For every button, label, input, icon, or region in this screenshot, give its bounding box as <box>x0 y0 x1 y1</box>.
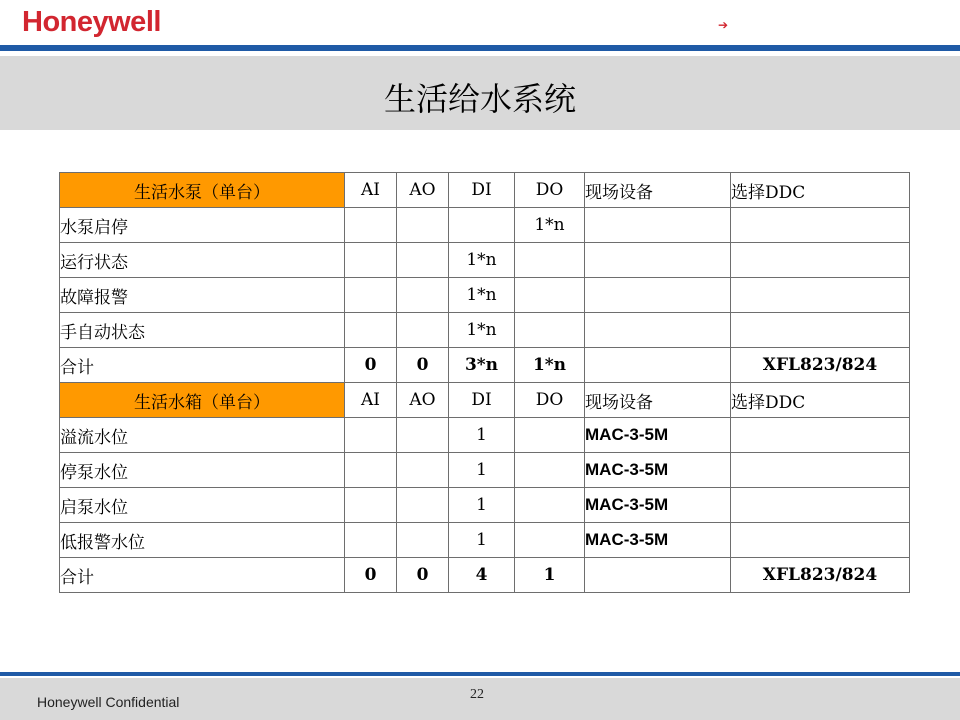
ao-value <box>397 243 449 278</box>
table-row <box>60 523 910 558</box>
confidential-label: Honeywell Confidential <box>37 694 180 710</box>
slide-title: 生活给水系统 <box>383 80 576 118</box>
ai-value <box>345 488 397 523</box>
di-total: 4 <box>449 558 515 593</box>
table-row <box>60 418 910 453</box>
header-rule <box>0 45 960 51</box>
io-point-table <box>59 172 910 593</box>
section-header-row <box>60 173 910 208</box>
field-device <box>585 313 731 348</box>
do-value <box>515 243 585 278</box>
table-row <box>60 453 910 488</box>
field-device: MAC-3-5M <box>585 453 731 488</box>
point-name: 停泵水位 <box>60 453 345 488</box>
column-header: AI <box>345 173 397 208</box>
ai-value <box>345 418 397 453</box>
ai-total: 0 <box>345 558 397 593</box>
ai-total: 0 <box>345 348 397 383</box>
column-header: AI <box>345 383 397 418</box>
ai-value <box>345 208 397 243</box>
ddc-value <box>731 418 910 453</box>
ddc-value <box>731 278 910 313</box>
ai-value <box>345 243 397 278</box>
di-value: 1 <box>449 453 515 488</box>
table-row <box>60 208 910 243</box>
field-device <box>585 208 731 243</box>
ddc-value <box>731 523 910 558</box>
do-total: 1*n <box>515 348 585 383</box>
do-value: 1*n <box>515 208 585 243</box>
point-name: 低报警水位 <box>60 523 345 558</box>
ddc-value <box>731 243 910 278</box>
do-value <box>515 278 585 313</box>
point-name: 故障报警 <box>60 278 345 313</box>
ai-value <box>345 453 397 488</box>
field-device <box>585 348 731 383</box>
table-row <box>60 488 910 523</box>
column-header: DO <box>515 173 585 208</box>
do-value <box>515 453 585 488</box>
di-value: 1*n <box>449 243 515 278</box>
point-name: 运行状态 <box>60 243 345 278</box>
di-value: 1 <box>449 523 515 558</box>
point-name: 启泵水位 <box>60 488 345 523</box>
point-name: 水泵启停 <box>60 208 345 243</box>
di-value: 1 <box>449 418 515 453</box>
di-value: 1 <box>449 488 515 523</box>
honeywell-logo: Honeywell <box>22 6 161 38</box>
do-value <box>515 523 585 558</box>
ao-value <box>397 418 449 453</box>
di-value <box>449 208 515 243</box>
ddc-value <box>731 488 910 523</box>
column-header: AO <box>397 173 449 208</box>
column-header: 选择DDC <box>731 173 910 208</box>
do-value <box>515 488 585 523</box>
ao-value <box>397 523 449 558</box>
field-device: MAC-3-5M <box>585 488 731 523</box>
di-value: 1*n <box>449 313 515 348</box>
ai-value <box>345 523 397 558</box>
ao-total: 0 <box>397 558 449 593</box>
table-row <box>60 278 910 313</box>
do-total: 1 <box>515 558 585 593</box>
ao-value <box>397 313 449 348</box>
field-device: MAC-3-5M <box>585 418 731 453</box>
column-header: DO <box>515 383 585 418</box>
ddc-value <box>731 453 910 488</box>
ao-value <box>397 488 449 523</box>
total-label: 合计 <box>60 558 345 593</box>
section-header-row <box>60 383 910 418</box>
ao-value <box>397 208 449 243</box>
ao-value <box>397 453 449 488</box>
field-device <box>585 278 731 313</box>
column-header: DI <box>449 383 515 418</box>
column-header: DI <box>449 173 515 208</box>
next-arrow-icon[interactable]: ➔ <box>718 18 729 32</box>
ddc-model: XFL823/824 <box>731 348 910 383</box>
section-title: 生活水泵（单台） <box>60 173 345 208</box>
di-value: 1*n <box>449 278 515 313</box>
section-title: 生活水箱（单台） <box>60 383 345 418</box>
footer-rule <box>0 672 960 676</box>
table-row <box>60 243 910 278</box>
ao-value <box>397 278 449 313</box>
total-row <box>60 558 910 593</box>
field-device <box>585 243 731 278</box>
point-name: 溢流水位 <box>60 418 345 453</box>
page-number: 22 <box>470 687 484 702</box>
table-row <box>60 313 910 348</box>
column-header: 现场设备 <box>585 383 731 418</box>
field-device: MAC-3-5M <box>585 523 731 558</box>
ai-value <box>345 278 397 313</box>
di-total: 3*n <box>449 348 515 383</box>
column-header: 选择DDC <box>731 383 910 418</box>
ddc-model: XFL823/824 <box>731 558 910 593</box>
ddc-value <box>731 313 910 348</box>
column-header: 现场设备 <box>585 173 731 208</box>
do-value <box>515 418 585 453</box>
total-label: 合计 <box>60 348 345 383</box>
point-name: 手自动状态 <box>60 313 345 348</box>
ddc-value <box>731 208 910 243</box>
column-header: AO <box>397 383 449 418</box>
ao-total: 0 <box>397 348 449 383</box>
field-device <box>585 558 731 593</box>
do-value <box>515 313 585 348</box>
total-row <box>60 348 910 383</box>
ai-value <box>345 313 397 348</box>
